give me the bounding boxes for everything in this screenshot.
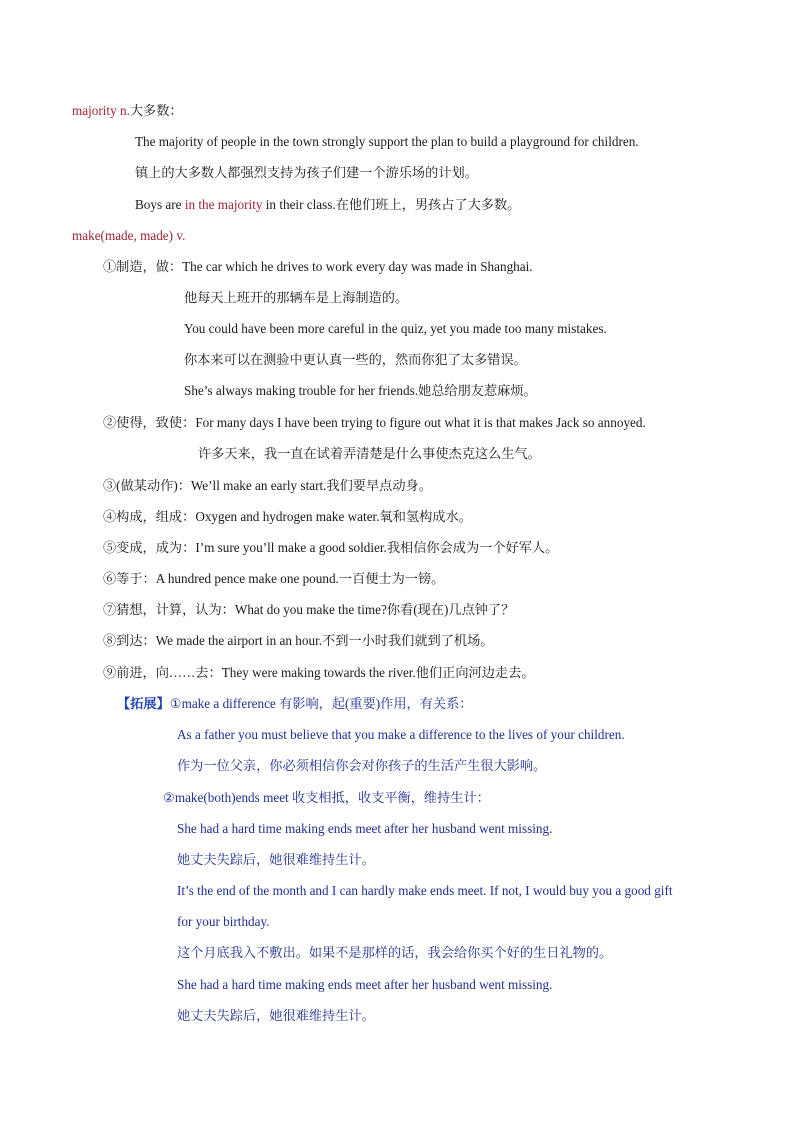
sense-example: The car which he drives to work every day was made in Shanghai.: [182, 259, 533, 274]
make-sense-9: [103, 664, 534, 682]
entry-majority-headword-line: [72, 102, 183, 120]
majority-example-1-cn: 镇上的大多数人都强烈支持为孩子们建一个游乐场的计划。: [135, 165, 478, 180]
sense-label: ④构成，组成：: [103, 509, 196, 524]
make-sense-3: [103, 477, 432, 495]
headword-make: make(made, made) v.: [72, 228, 186, 243]
extension-item-2-line: 她丈夫失踪后，她很难维持生计。: [177, 852, 375, 867]
sense-example: Oxygen and hydrogen make water.氧和氢构成水。: [195, 509, 472, 524]
make-sense-8: [103, 632, 493, 650]
extension-item-2-phrase: ②make(both)ends meet 收支相抵，收支平衡，维持生计：: [163, 790, 490, 805]
make-sense-4: [103, 508, 472, 526]
sense-label: ⑦猜想，计算，认为：: [103, 602, 235, 617]
make-sense-1-example-2-en: You could have been more careful in the quiz, yet you made too many mistakes.: [184, 321, 607, 336]
extension-item-2-line: She had a hard time making ends meet after her husband went missing.: [177, 977, 553, 992]
majority-example-2: [135, 196, 520, 214]
sense-majority: 大多数：: [129, 103, 183, 118]
sense-label: ⑤变成，成为：: [103, 540, 196, 555]
extension-item-2-line: for your birthday.: [177, 914, 270, 929]
sense-example: I’m sure you’ll make a good soldier.我相信你会成为一个好军人。: [195, 540, 559, 555]
headword-majority: majority n.: [72, 103, 130, 118]
extension-item-2-line: She had a hard time making ends meet after her husband went missing.: [177, 821, 553, 836]
sense-label: ⑥等于：: [103, 571, 156, 586]
make-sense-1-example-2-cn: 你本来可以在测验中更认真一些的，然而你犯了太多错误。: [184, 352, 527, 367]
sense-example: We’ll make an early start.我们要早点动身。: [190, 478, 432, 493]
sense-label: ②使得，致使：: [103, 415, 196, 430]
extension-item-1: [117, 695, 472, 713]
majority-example-1-en: The majority of people in the town strongly support the plan to build a playground for children.: [135, 134, 639, 149]
majority-example-2-highlight: in the majority: [184, 197, 263, 212]
majority-example-2-post: in their class.在他们班上，男孩占了大多数。: [262, 197, 521, 212]
sense-label: ⑧到达：: [103, 633, 156, 648]
sense-example: We made the airport in an hour.不到一小时我们就到了机场。: [155, 633, 494, 648]
make-sense-1: [103, 258, 533, 276]
extension-item-2-line: It’s the end of the month and I can hardly make ends meet. If not, I would buy you a good gift: [177, 883, 673, 898]
make-sense-1-example-cn: 他每天上班开的那辆车是上海制造的。: [184, 290, 409, 305]
extension-item-1-phrase: ①make a difference 有影响，起(重要)作用，有关系：: [169, 696, 473, 711]
make-sense-6: [103, 570, 444, 588]
extension-item-2-line: 这个月底我入不敷出。如果不是那样的话，我会给你买个好的生日礼物的。: [177, 945, 613, 960]
extension-item-1-example-cn: 作为一位父亲，你必须相信你会对你孩子的生活产生很大影响。: [177, 758, 547, 773]
make-sense-7: [103, 601, 514, 619]
sense-example: They were making towards the river.他们正向河边走去。: [221, 665, 535, 680]
extension-item-1-example-en: As a father you must believe that you make a difference to the lives of your children.: [177, 727, 625, 742]
make-sense-1-example-3: She’s always making trouble for her friends.她总给朋友惹麻烦。: [184, 383, 537, 398]
sense-label: ①制造，做：: [103, 259, 183, 274]
majority-example-2-pre: Boys are: [135, 197, 185, 212]
extension-item-2-line: 她丈夫失踪后，她很难维持生计。: [177, 1008, 375, 1023]
sense-example: For many days I have been trying to figure out what it is that makes Jack so annoyed.: [195, 415, 646, 430]
extension-tag: 【拓展】: [117, 696, 170, 711]
make-sense-5: [103, 539, 558, 557]
make-sense-2-example-cn: 许多天来，我一直在试着弄清楚是什么事使杰克这么生气。: [198, 446, 541, 461]
sense-label: ③(做某动作)：: [103, 478, 191, 493]
sense-label: ⑨前进，向……去：: [103, 665, 222, 680]
sense-example: A hundred pence make one pound.一百便士为一镑。: [155, 571, 445, 586]
make-sense-2: [103, 414, 646, 432]
sense-example: What do you make the time?你看(现在)几点钟了？: [234, 602, 515, 617]
